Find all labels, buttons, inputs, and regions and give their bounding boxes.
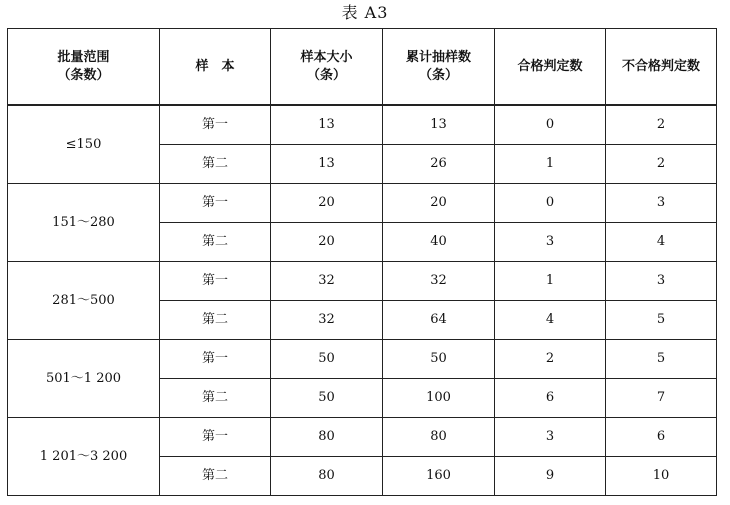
cumulative-cell: 26 — [383, 145, 495, 184]
header-reject-label: 不合格判定数 — [621, 58, 700, 74]
batch-range-cell: 501～1 200 — [8, 340, 160, 418]
header-batch-range — [8, 29, 160, 106]
sample-size-cell: 13 — [271, 105, 383, 145]
sample-size-cell: 20 — [271, 184, 383, 223]
sample-size-cell: 80 — [271, 457, 383, 496]
accept-number-cell: 1 — [495, 262, 606, 301]
accept-number-cell: 4 — [495, 301, 606, 340]
reject-number-cell: 10 — [606, 457, 717, 496]
reject-number-cell: 2 — [606, 105, 717, 145]
header-cumulative-line2: （条） — [418, 67, 458, 83]
sample-size-cell: 13 — [271, 145, 383, 184]
reject-number-cell: 5 — [606, 340, 717, 379]
sample-size-cell: 50 — [271, 340, 383, 379]
sample-cell: 第二 — [160, 379, 271, 418]
sample-cell: 第二 — [160, 457, 271, 496]
sample-size-cell: 80 — [271, 418, 383, 457]
cumulative-cell: 13 — [383, 105, 495, 145]
reject-number-cell: 3 — [606, 262, 717, 301]
reject-number-cell: 3 — [606, 184, 717, 223]
sample-cell: 第一 — [160, 105, 271, 145]
batch-range-cell: 151～280 — [8, 184, 160, 262]
sample-size-cell: 32 — [271, 262, 383, 301]
batch-range-cell: 1 201～3 200 — [8, 418, 160, 496]
accept-number-cell: 1 — [495, 145, 606, 184]
reject-number-cell: 5 — [606, 301, 717, 340]
table-caption: 表 A3 — [341, 3, 389, 22]
batch-range-cell: ≤150 — [8, 105, 160, 184]
sample-cell: 第一 — [160, 418, 271, 457]
header-sample-label: 样 本 — [195, 58, 235, 74]
table-row — [8, 105, 717, 145]
header-sample — [160, 29, 271, 106]
sample-size-cell: 20 — [271, 223, 383, 262]
accept-number-cell: 9 — [495, 457, 606, 496]
sample-cell: 第二 — [160, 223, 271, 262]
sampling-table — [7, 28, 717, 496]
sample-size-cell: 50 — [271, 379, 383, 418]
accept-number-cell: 6 — [495, 379, 606, 418]
table-row — [8, 184, 717, 223]
cumulative-cell: 80 — [383, 418, 495, 457]
header-batch-range-line2: （条数） — [57, 67, 110, 83]
accept-number-cell: 3 — [495, 418, 606, 457]
table-row — [8, 418, 717, 457]
batch-range-cell: 281～500 — [8, 262, 160, 340]
table-row — [8, 262, 717, 301]
cumulative-cell: 64 — [383, 301, 495, 340]
reject-number-cell: 2 — [606, 145, 717, 184]
accept-number-cell: 0 — [495, 105, 606, 145]
reject-number-cell: 6 — [606, 418, 717, 457]
cumulative-cell: 32 — [383, 262, 495, 301]
header-accept — [495, 29, 606, 106]
cumulative-cell: 20 — [383, 184, 495, 223]
accept-number-cell: 2 — [495, 340, 606, 379]
sample-cell: 第二 — [160, 301, 271, 340]
header-sample-size — [271, 29, 383, 106]
table-row — [8, 340, 717, 379]
header-sample-size-line1: 样本大小 — [300, 49, 353, 65]
header-cumulative — [383, 29, 495, 106]
sample-cell: 第一 — [160, 340, 271, 379]
cumulative-cell: 40 — [383, 223, 495, 262]
cumulative-cell: 100 — [383, 379, 495, 418]
sample-cell: 第一 — [160, 184, 271, 223]
reject-number-cell: 7 — [606, 379, 717, 418]
header-cumulative-line1: 累计抽样数 — [405, 49, 471, 65]
sample-cell: 第二 — [160, 145, 271, 184]
accept-number-cell: 3 — [495, 223, 606, 262]
sample-size-cell: 32 — [271, 301, 383, 340]
header-reject — [606, 29, 717, 106]
sample-cell: 第一 — [160, 262, 271, 301]
reject-number-cell: 4 — [606, 223, 717, 262]
header-accept-label: 合格判定数 — [517, 58, 583, 74]
header-batch-range-line1: 批量范围 — [57, 49, 110, 65]
cumulative-cell: 50 — [383, 340, 495, 379]
header-row — [8, 29, 717, 106]
header-sample-size-line2: （条） — [306, 67, 346, 83]
cumulative-cell: 160 — [383, 457, 495, 496]
accept-number-cell: 0 — [495, 184, 606, 223]
